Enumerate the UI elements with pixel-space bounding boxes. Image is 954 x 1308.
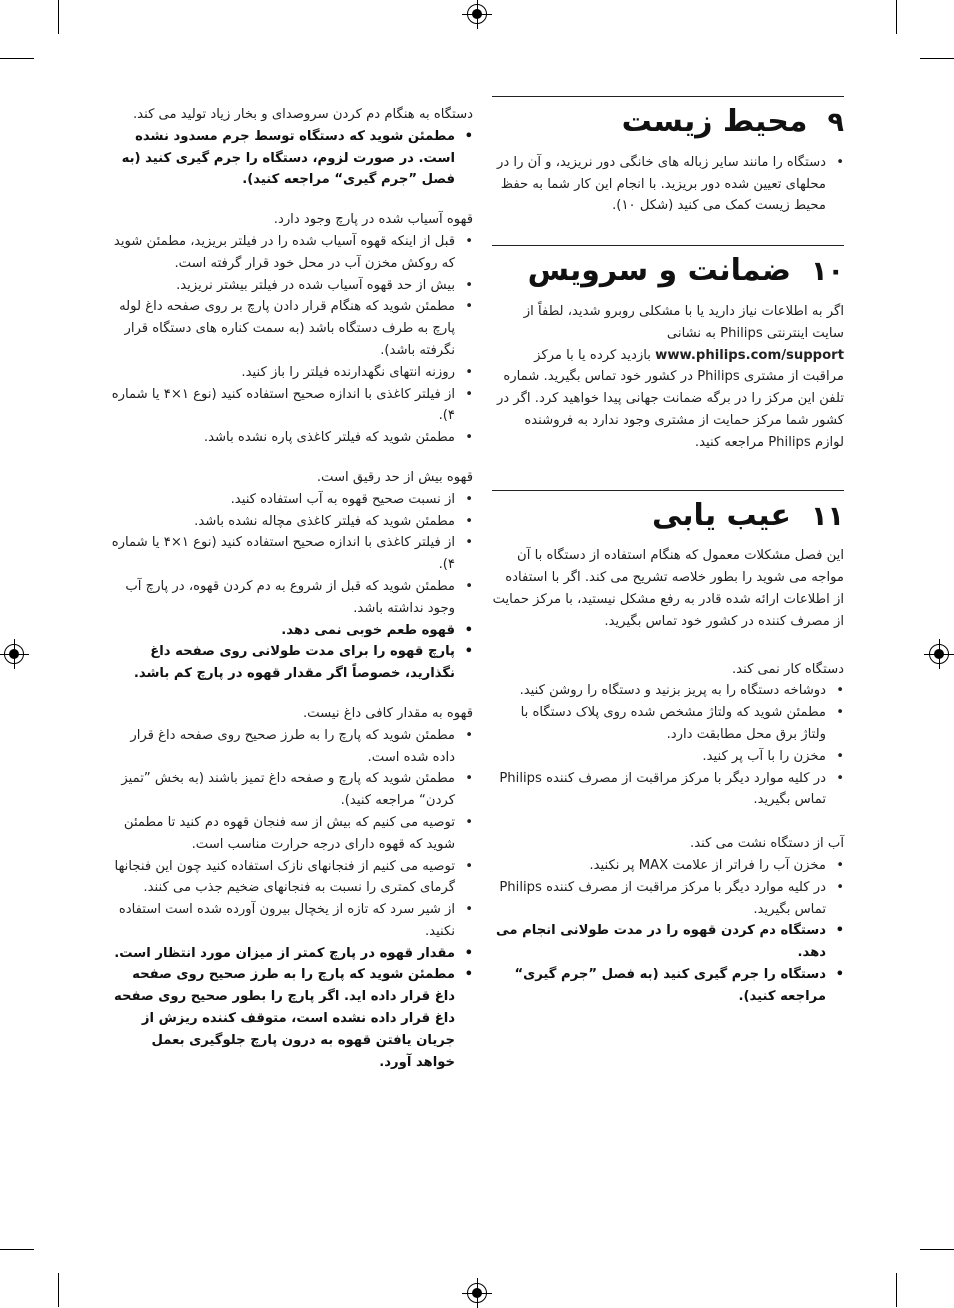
section-title: ضمانت و سرویس [527, 253, 792, 289]
section-number: ۱۰ [811, 256, 844, 288]
registration-mark-icon [4, 644, 24, 664]
guarantee-text-before: اگر به اطلاعات نیاز دارید یا با مشکلی روبرو شدید، لطفاً از سایت اینترنتی Philips به نشانی [523, 303, 844, 341]
solution-list [108, 725, 473, 1074]
solution-item: • پارچ قهوه را برای مدت طولانی روی صفحه داغ نگذارید، خصوصاً اگر مقدار قهوه در پارچ کم باشد. [108, 641, 455, 685]
solution-list [108, 489, 473, 685]
support-link[interactable]: www.philips.com/support [655, 347, 844, 363]
section-title: عیب یابی [651, 497, 792, 533]
problem-heading: قهوه بیش از حد رقیق است. [316, 469, 473, 485]
solution-item: • قبل از اینکه قهوه آسیاب شده را در فیلتر بریزید، مطمئن شوید که روکش مخزن آب در محل خود قرار گرفته است. [108, 231, 455, 275]
crop-mark [0, 58, 34, 59]
section-number: ۹ [827, 107, 844, 138]
section-heading-environment [492, 104, 844, 139]
registration-mark-icon [467, 4, 487, 24]
solution-item: • توصیه می کنیم که بیش از سه فنجان قهوه دم کنید تا مطمئن شوید که قهوه دارای درجه حرارت مناسب است. [108, 812, 455, 856]
solution-item: • دوشاخه دستگاه را به پریز بزنید و دستگاه را روشن کنید. [492, 680, 826, 702]
crop-mark [896, 1273, 897, 1307]
solution-item: • در کلیه موارد دیگر با مرکز مراقبت از مصرف کننده Philips تماس بگیرید. [492, 768, 826, 812]
environment-list [492, 152, 844, 217]
solution-item: • مطمئن شوید که هنگام قرار دادن پارچ بر روی صفحه داغ لوله پارچ به طرف دستگاه باشد (به سمت کناره های دستگاه قرار نگرفته باشد). [108, 296, 455, 361]
sections-column [492, 96, 844, 1008]
problem-heading: آب از دستگاه نشت می کند. [690, 836, 844, 852]
section-divider [492, 245, 844, 246]
solution-item: • از فیلتر کاغذی با اندازه صحیح استفاده کنید (نوع ۱×۴ یا شماره ۴). [108, 384, 455, 428]
crop-mark [920, 58, 954, 59]
crop-mark [58, 0, 59, 34]
solution-item: • از فیلتر کاغذی با اندازه صحیح استفاده کنید (نوع ۱×۴ یا شماره ۴). [108, 532, 455, 576]
solution-list [108, 126, 473, 191]
section-divider [492, 490, 844, 491]
solution-item: • مخزن آب را فراتر از علامت MAX پر نکنید. [492, 855, 826, 877]
guarantee-text-after: بازدید کرده یا با مرکز مراقبت از مشتری Philips در کشور خود تماس بگیرید. شماره تلفن این مرکز را در برگه ضمانت جهانی پیدا خواهید کرد. اگر در کشور شما مرکز حمایت از مشتری وجود ندارد به فروشنده لوازم Philips مراجعه کنید. [496, 347, 844, 450]
solution-item: • دستگاه دم کردن قهوه را در مدت طولانی انجام می دهد. [492, 920, 826, 964]
section-divider [492, 96, 844, 97]
solution-item: • از نسبت صحیح قهوه به آب استفاده کنید. [108, 489, 455, 511]
solution-item: • مطمئن شوید که فیلتر کاغذی مچاله نشده باشد. [108, 511, 455, 533]
solution-item: • روزنه انتهای نگهدارنده فیلتر را باز کنید. [108, 362, 455, 384]
solution-item: • از شیر سرد که تازه از یخچال بیرون آورده شده است استفاده نکنید. [108, 899, 455, 943]
problem-heading: قهوه آسیاب شده در پارچ وجود دارد. [273, 212, 473, 228]
problem-heading: دستگاه کار نمی کند. [731, 661, 844, 677]
solution-item: • قهوه طعم خوبی نمی دهد. [108, 620, 455, 642]
solution-item: • مطمئن شوید که قبل از شروع به دم کردن قهوه، در پارچ آب وجود نداشته باشد. [108, 576, 455, 620]
troubleshooting-intro: این فصل مشکلات معمول که هنگام استفاده از دستگاه با آن مواجه می شوید را بطور خلاصه تشریح می کند. اگر با استفاده از اطلاعات ارائه شده قادر به رفع مشکل نیستید، با مرکز حمایت از مصرف کننده در کشور خود تماس بگیرید. [492, 548, 844, 629]
solution-item: • مطمئن شوید که پارچ را به طرز صحیح روی صفحه داغ قرار داده شده است. [108, 725, 455, 769]
solution-item: • مطمئن شوید که فیلتر کاغذی پاره نشده باشد. [108, 427, 455, 449]
problem-heading: دستگاه به هنگام دم کردن سروصدای و بخار زیاد تولید می کند. [132, 107, 473, 122]
solution-item: • مطمئن شوید که پارچ و صفحه داغ تمیز باشند (به بخش ”تمیز کردن“ مراجعه کنید). [108, 768, 455, 812]
section-heading-guarantee [492, 253, 844, 289]
solution-item: • مطمئن شوید که پارچ را به طرز صحیح روی صفحه داغ قرار داده اید. اگر پارچ را بطور صحیح روی صفحه داغ قرار داده نشده است، متوقف کننده ریزش از جریان یافتن قهوه به درون پارچ جلوگیری بعمل خواهد آورد. [108, 964, 455, 1073]
solution-item: • مطمئن شوید که دستگاه توسط جرم مسدود نشده است. در صورت لزوم، دستگاه را جرم گیری کنید (به فصل ”جرم گیری“ مراجعه کنید). [108, 126, 455, 191]
registration-mark-icon [467, 1283, 487, 1303]
problem-heading: قهوه به مقدار کافی داغ نیست. [302, 705, 473, 721]
solution-list [108, 231, 473, 449]
solution-item: • بیش از حد قهوه آسیاب شده در فیلتر بیشتر نریزید. [108, 275, 455, 297]
crop-mark [58, 1273, 59, 1307]
solution-item: • مقدار قهوه در پارچ کمتر از میزان مورد انتظار است. [108, 943, 455, 965]
section-title: محیط زیست [621, 104, 808, 139]
solution-item: • مطمئن شوید که ولتاژ مشخص شده روی پلاک دستگاه با ولتاژ برق محل مطابقت دارد. [492, 702, 826, 746]
solution-item: • در کلیه موارد دیگر با مرکز مراقبت از مصرف کننده Philips تماس بگیرید. [492, 877, 826, 921]
section-number: ۱۱ [811, 500, 844, 532]
solution-list [492, 855, 844, 1008]
guarantee-text [492, 301, 844, 454]
section-heading-troubleshooting [492, 497, 844, 533]
environment-item: • دستگاه را مانند سایر زباله های خانگی دور نریزید، و آن را در محلهای تعیین شده دور بریزید. با انجام این کار شما به حفظ محیط زیست کمک می کنید (شکل ۱۰). [492, 152, 826, 217]
solution-item: • مخزن را با آب پر کنید. [492, 746, 826, 768]
solution-list [492, 680, 844, 811]
troubleshooting-continued-column [108, 104, 473, 1073]
registration-mark-icon [929, 644, 949, 664]
solution-item: • توصیه می کنیم از فنجانهای نازک استفاده کنید چون این فنجانها گرمای کمتری را نسبت به فنجانهای ضخیم جذب می کنند. [108, 856, 455, 900]
crop-mark [920, 1249, 954, 1250]
crop-mark [896, 0, 897, 34]
solution-item: • دستگاه را جرم گیری کنید (به فصل ”جرم گیری“ مراجعه کنید). [492, 964, 826, 1008]
crop-mark [0, 1249, 34, 1250]
